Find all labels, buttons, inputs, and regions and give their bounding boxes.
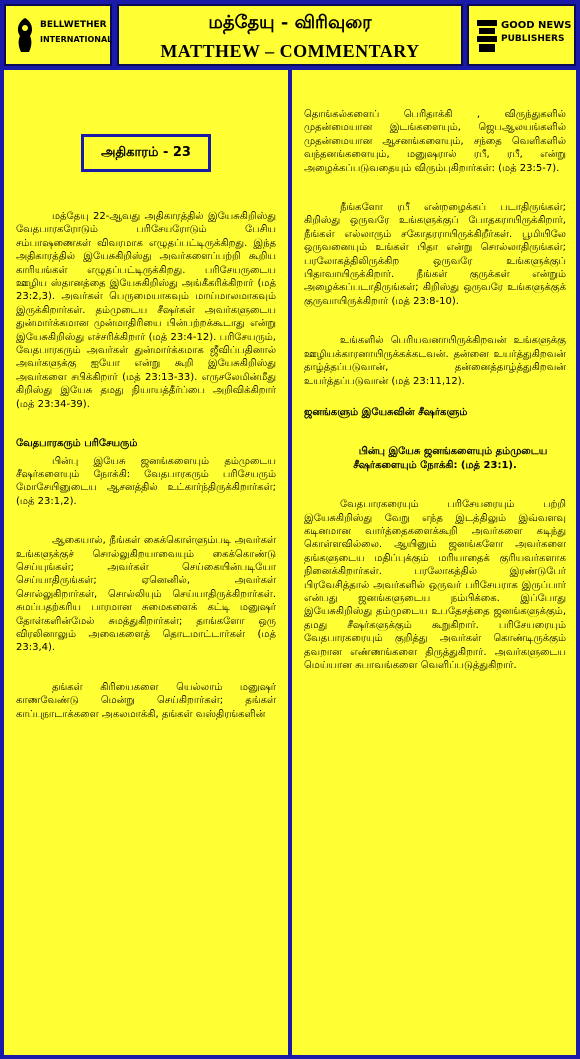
paragraph-matt-23-11-12: உங்களில் பெரியவனாயிருக்கிறவன் உங்களுக்கு ஊழியக்காரனாயிருக்கக்கடவன். தன்னை உயர்த்துகிறவன் தாழ்த்தப்படுவான், தன்னைத்தாழ்த்துகிறவன் உயர்த்தப்படுவான் (மத் 23:11,12).: [304, 335, 566, 387]
left-logo-line1: BELLWETHER: [40, 20, 107, 30]
paragraph-matt-23-1-2: பின்பு இயேசு ஜனங்களையும் தம்முடைய சீஷர்களையும் நோக்கி: வேதபாரகரும் பரிசேயரும் மோசேயினுடைய ஆசனத்தில் உட்கார்ந்திருக்கிறார்கள்; (மத் 23:1,2).: [16, 455, 276, 507]
bellwether-ram-icon: [12, 16, 38, 56]
good-news-bookstack-icon: [475, 16, 499, 56]
bellwether-logo-panel: [4, 4, 112, 66]
paragraph-commentary: வேதபாரகரையும் பரிசேயரையும் பற்றி இயேசுகிறிஸ்து வேறு எந்த இடத்திலும் இவ்வளவு கடினமான வார்த்தைகளைக்கூறி அவர்களை கடிந்து கொள்ளவில்லை. ஆயினும் ஜனங்களோ அவர்களை தங்களுடைய மதிப்புக்கும் மரியாதைக் குரியவர்களாக நினைக்கிறார்கள். பரலோகத்தில் இரண்டுபேர் பிரவேசித்தால் அவர்களில் ஒருவர் பரிசேயராக இருப்பார் என்பது ஜனங்களுடைய நம்பிக்கை. இப்போது இயேசுகிறிஸ்து தம்முடைய உபதேசத்தை ஜனங்களுக்கும், தமது சீஷர்களுக்கும் கூறுகிறார். பரிசேயரையும் வேதபாரகரையும் குறித்து அவர்கள் கொண்டிருக்கும் தவறான எண்ணங்களை திருத்துகிறார். அவர்களுடைய மெய்யான சுபாவங்களை வெளிப்படுத்துகிறார்.: [304, 499, 566, 671]
title-panel: [117, 4, 463, 66]
right-logo-line1: GOOD NEWS: [501, 20, 572, 31]
paragraph-matt-23-5-7: தொங்கல்களைப் பெரிதாக்கி , விருந்துகளில் முதன்மையான இடங்களையும், ஜெபஆலயங்களில் முதன்மையான ஆசனங்களையும், சந்தை வெளிகளில் வந்தனங்களையும், மனுஷரால் ரபீ, ரபீ, என்று அழைக்கப்படுவதையும் விரும்புகிறார்கள்: (மத் 23:5-7).: [304, 109, 566, 174]
quote-matt-23-1: பின்பு இயேசு ஜனங்களையும் தம்முடைய சீஷர்களையும் நோக்கி: (மத் 23:1).: [353, 446, 548, 471]
left-column: [4, 70, 288, 1055]
right-column: [292, 70, 576, 1055]
paragraph-matt-23-5-start: தங்கள் கிரியைகளை யெல்லாம் மனுஷர் காணவேண்டு மென்று செய்கிறார்கள்; தங்கள் காப்புநாடாக்களை அகலமாக்கி, தங்கள் வஸ்திரங்களின்: [16, 681, 276, 720]
title-english: MATTHEW – COMMENTARY: [160, 41, 420, 61]
section-heading-scribes-pharisees: வேதபாரகரும் பரிசேயரும்: [16, 438, 138, 450]
title-tamil: மத்தேயு - விரிவுரை: [208, 12, 372, 33]
section-heading-people-disciples: ஜனங்களும் இயேசுவின் சீஷர்களும்: [304, 406, 468, 418]
chapter-label: அதிகாரம் - 23: [81, 134, 211, 172]
paragraph-matt-23-3-4: ஆகையால், நீங்கள் கைக்கொள்ளும்படி அவர்கள் உங்களுக்குச் சொல்லுகிறயாவையும் கைக்கொண்டு செய்யுங்கள்; அவர்கள் செய்கையின்படியோ செய்யாதிருங்கள்; ஏனெனில், அவர்கள் சொல்லுகிறார்கள், சொல்லியும் செய்யாதிருக்கிறார்கள். சுமப்பதற்கரிய பாரமான சுமைகளைக் கட்டி மனுஷர் தோள்களின்மேல் சுமத்துகிறார்கள்; தாங்களோ ஒரு விரலினாலும் அவைகளைத் தொடமாட்டார்கள் (மத் 23:3,4).: [16, 535, 276, 654]
paragraph-matt-23-8-10: நீங்களோ ரபீ என்றழைக்கப் படாதிருங்கள்; கிறிஸ்து ஒருவரே உங்களுக்குப் போதகராயிருக்கிறார், நீங்கள் எல்லாரும் சகோதரராயிருக்கிறீர்கள். பூமியிலே ஒருவனையும் உங்கள் பிதா என்று சொல்லாதிருங்கள்; பரலோகத்திலிருக்கிற ஒருவரே உங்களுக்குப் பிதாவாயிருக்கிறார். நீங்கள் குருக்கள் என்றும் அழைக்கப்படாதிருங்கள்; கிறிஸ்து ஒருவரே உங்களுக்குக் குருவாயிருக்கிறார் (மத் 23:8-10).: [304, 202, 566, 307]
intro-paragraph: மத்தேயு 22-ஆவது அதிகாரத்தில் இயேசுகிறிஸ்து வேதபாரகரோடும் பரிசேயரோடும் பேசிய சம்பாஷணைகள் விவரமாக எழுதப்பட்டிருக்கிறது. இந்த அதிகாரத்தில் இயேசுகிறிஸ்து அவர்களைப்பற்றி கூறிய காரியங்கள் எழுதப்பட்டிருக்கிறது. பரிசேயருடைய ஊழிய ஸ்தானத்தை இயேசுகிறிஸ்து அங்கீகரிக்கிறார் (மத் 23:2,3). அவர்கள் பெருமையாகவும் மாய்மாலமாகவும் இருக்கிறார்கள். தம்முடைய சீஷர்கள் அவர்களுடைய துன்மார்க்கமான முன்மாதிரியை பின்பற்றக்கூடாது என்று இயேசுகிறிஸ்து எச்சரிக்கிறார் (மத் 23:4-12). பரிசேயரும், வேதபாரகரும் அவர்கள் துன்மார்க்கமாக ஜீவிப்பதினால் அவர்களுக்கு ஐயோ என்று கூறி இயேசுகிறிஸ்து அவர்களை சபிக்கிறார் (மத் 23:13-33). எருசலேமின்மீது கிறிஸ்து இயேசு தமது நியாயத்தீர்ப்பை அறிவிக்கிறார் (மத் 23:34-39).: [16, 211, 276, 410]
goodnews-logo-panel: [467, 4, 576, 66]
right-logo-line2: PUBLISHERS: [501, 34, 565, 44]
left-logo-line2: INTERNATIONAL: [40, 35, 113, 44]
